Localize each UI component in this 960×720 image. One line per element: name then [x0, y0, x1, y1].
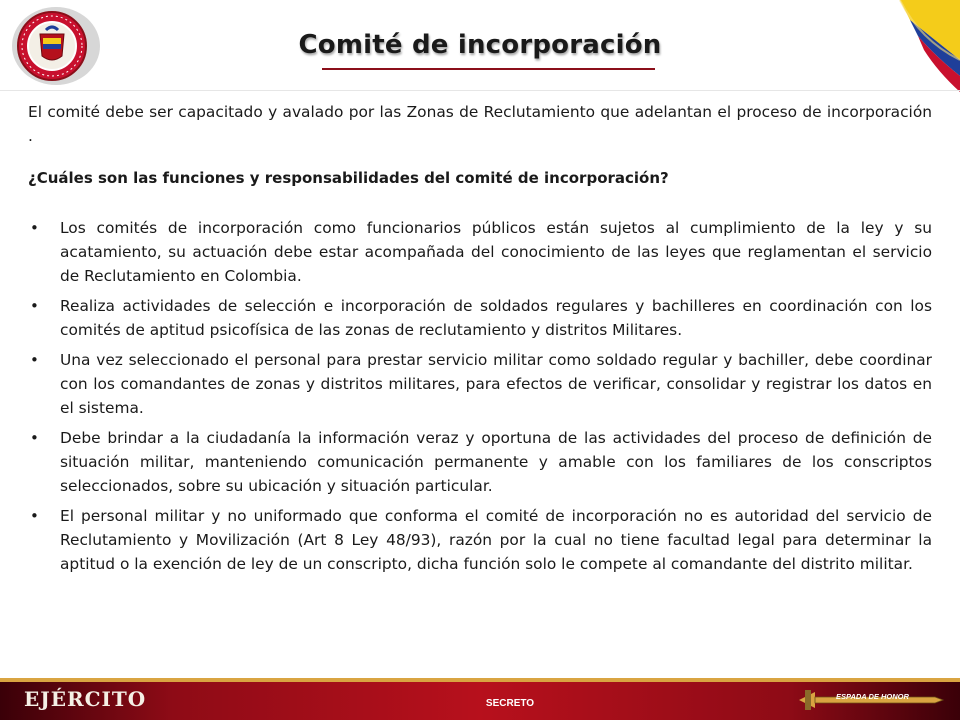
- bullet-marker: •: [30, 297, 39, 315]
- list-item: [28, 426, 932, 498]
- sword-label: ESPADA DE HONOR: [836, 692, 909, 701]
- footer: [0, 678, 960, 720]
- bullet-marker: •: [30, 429, 39, 447]
- section-question: ¿Cuáles son las funciones y responsabilidades del comité de incorporación?: [28, 169, 669, 187]
- list-item-text: Una vez seleccionado el personal para prestar servicio militar como soldado regular y bachiller, debe coordinar con los comandantes de zonas y distritos militares, para efectos de verificar, consolidar y registrar los datos en el sistema.: [60, 351, 932, 417]
- list-item-text: Debe brindar a la ciudadanía la información veraz y oportuna de las actividades del proceso de definición de situación militar, manteniendo comunicación permanente y amable con los familiares de los conscriptos seleccionados, sobre su ubicación y situación particular.: [60, 429, 932, 495]
- footer-gold-stripe: [0, 678, 960, 682]
- header: [0, 0, 960, 90]
- bullet-marker: •: [30, 219, 39, 237]
- list-item-text: Realiza actividades de selección e incorporación de soldados regulares y bachilleres en coordinación con los comités de aptitud psicofísica de las zonas de reclutamiento y distritos Militares.: [60, 297, 932, 339]
- list-item: [28, 294, 932, 342]
- list-item: [28, 504, 932, 576]
- bullet-marker: •: [30, 507, 39, 525]
- footer-brand: EJÉRCITO: [24, 687, 147, 711]
- intro-paragraph: El comité debe ser capacitado y avalado por las Zonas de Reclutamiento que adelantan el proceso de incorporación .: [28, 103, 932, 145]
- content-body: [28, 100, 932, 582]
- title-underline: [322, 68, 655, 70]
- page-title: Comité de incorporación: [298, 30, 662, 60]
- list-item-text: El personal militar y no uniformado que conforma el comité de incorporación no es autoridad del servicio de Reclutamiento y Movilización (Art 8 Ley 48/93), razón por la cual no tiene facultad legal para determinar la aptitud o la exención de ley de un conscripto, dicha función solo le compete al comandante del distrito militar.: [60, 507, 932, 573]
- colombia-flag-icon: [880, 0, 960, 96]
- list-item-text: Los comités de incorporación como funcionarios públicos están sujetos al cumplimiento de la ley y su acatamiento, su actuación debe estar acompañada del conocimiento de las leyes que reglamentan el servicio de Reclutamiento en Colombia.: [60, 219, 932, 285]
- bullet-marker: •: [30, 351, 39, 369]
- list-item: [28, 348, 932, 420]
- list-item: [28, 216, 932, 288]
- classification-label: SECRETO: [485, 698, 535, 709]
- header-divider: [0, 90, 960, 91]
- responsibilities-list: [28, 216, 932, 576]
